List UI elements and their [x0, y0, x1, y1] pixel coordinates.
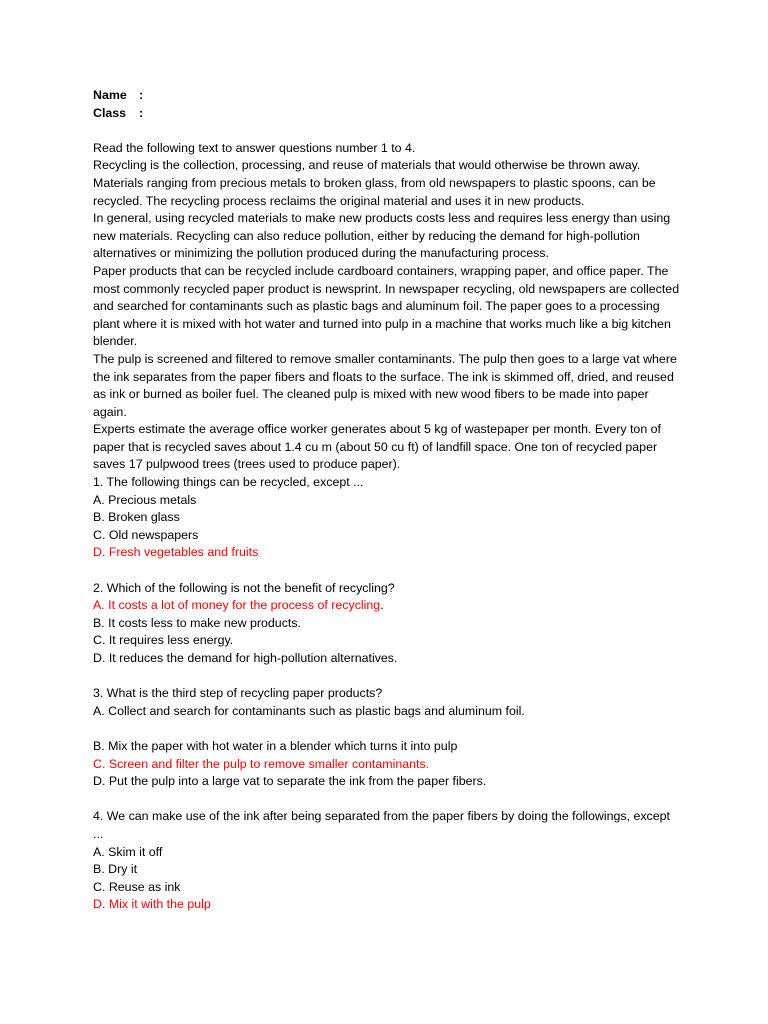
question-4-prompt: 4. We can make use of the ink after being separated from the paper fibers by doing the followings, except ... — [93, 809, 670, 841]
passage-paragraph-4: The pulp is screened and filtered to remove smaller contaminants. The pulp then goes to a large vat where the ink separates from the paper fibers and floats to the surface. The ink is skimmed off, dried, and reused as ink or burned as boiler fuel. The cleaned pulp is mixed with new wood fibers to be made into paper again. — [93, 351, 677, 419]
question-2-option-a-period: . — [380, 598, 384, 613]
class-row — [93, 105, 683, 123]
passage-paragraph-3: Paper products that can be recycled include cardboard containers, wrapping paper, and office paper. The most commonly recycled paper product is newsprint. In newspaper recycling, old newspapers are collected and searched for contaminants such as plastic bags and aluminum foil. The paper goes to a processing plant where it is mixed with hot water and turned into pulp in a machine that works much like a big kitchen blender. — [93, 263, 680, 349]
name-row — [93, 87, 683, 105]
passage-paragraph-1: Recycling is the collection, processing, and reuse of materials that would otherwise be thrown away. Materials ranging from precious metals to broken glass, from old newspapers to plastic spoons, can be recycled. The recycling process reclaims the original material and uses it in new products. — [93, 158, 656, 208]
question-1-option-d-answer: D. Fresh vegetables and fruits — [93, 545, 259, 560]
question-4-option-a: A. Skim it off — [93, 844, 163, 859]
spacer — [93, 668, 683, 686]
spacer — [93, 562, 683, 580]
spacer — [93, 720, 683, 738]
name-colon: : — [139, 88, 144, 102]
passage-paragraph-2: In general, using recycled materials to make new products costs less and requires less energy than using new materials. Recycling can also reduce pollution, either by reducing the demand for high-pollution alternatives or minimizing the pollution produced during the manufacturing process. — [93, 211, 671, 261]
name-label: Name — [93, 88, 127, 102]
question-1-prompt: 1. The following things can be recycled, except ... — [93, 475, 364, 490]
spacer — [93, 122, 683, 140]
question-2-prompt: 2. Which of the following is not the benefit of recycling? — [93, 580, 395, 595]
question-1-option-b: B. Broken glass — [93, 510, 180, 525]
class-colon: : — [139, 105, 144, 120]
instruction-text: Read the following text to answer questions number 1 to 4. — [93, 140, 416, 155]
worksheet-page — [93, 87, 683, 914]
question-4 — [93, 808, 683, 914]
spacer — [93, 791, 683, 809]
question-2 — [93, 580, 683, 668]
question-3 — [93, 685, 683, 791]
question-3-option-a: A. Collect and search for contaminants such as plastic bags and aluminum foil. — [93, 703, 525, 718]
question-1-option-a: A. Precious metals — [93, 492, 197, 507]
question-3-option-b: B. Mix the paper with hot water in a blender which turns it into pulp — [93, 738, 458, 753]
question-2-option-b: B. It costs less to make new products. — [93, 615, 301, 630]
question-1 — [93, 474, 683, 562]
question-2-option-c: C. It requires less energy. — [93, 633, 234, 648]
question-4-option-c: C. Reuse as ink — [93, 879, 181, 894]
question-4-option-d-answer: D. Mix it with the pulp — [93, 897, 211, 912]
question-3-option-c-answer: C. Screen and filter the pulp to remove smaller contaminants. — [93, 756, 430, 771]
question-2-option-d: D. It reduces the demand for high-pollution alternatives. — [93, 651, 398, 665]
class-label: Class — [93, 105, 127, 120]
question-3-prompt: 3. What is the third step of recycling paper products? — [93, 686, 383, 701]
question-1-option-c: C. Old newspapers — [93, 527, 199, 542]
question-2-option-a-text: A. It costs a lot of money for the process of recycling — [93, 598, 381, 613]
question-4-option-b: B. Dry it — [93, 862, 138, 877]
question-3-option-d: D. Put the pulp into a large vat to separate the ink from the paper fibers. — [93, 774, 487, 789]
question-2-option-a-answer — [93, 597, 683, 615]
passage-paragraph-5: Experts estimate the average office worker generates about 5 kg of wastepaper per month. Every ton of paper that is recycled saves about 1.4 cu m (about 50 cu ft) of landfill space. One ton of recycled paper saves 17 pulpwood trees (trees used to produce paper). — [93, 422, 661, 472]
